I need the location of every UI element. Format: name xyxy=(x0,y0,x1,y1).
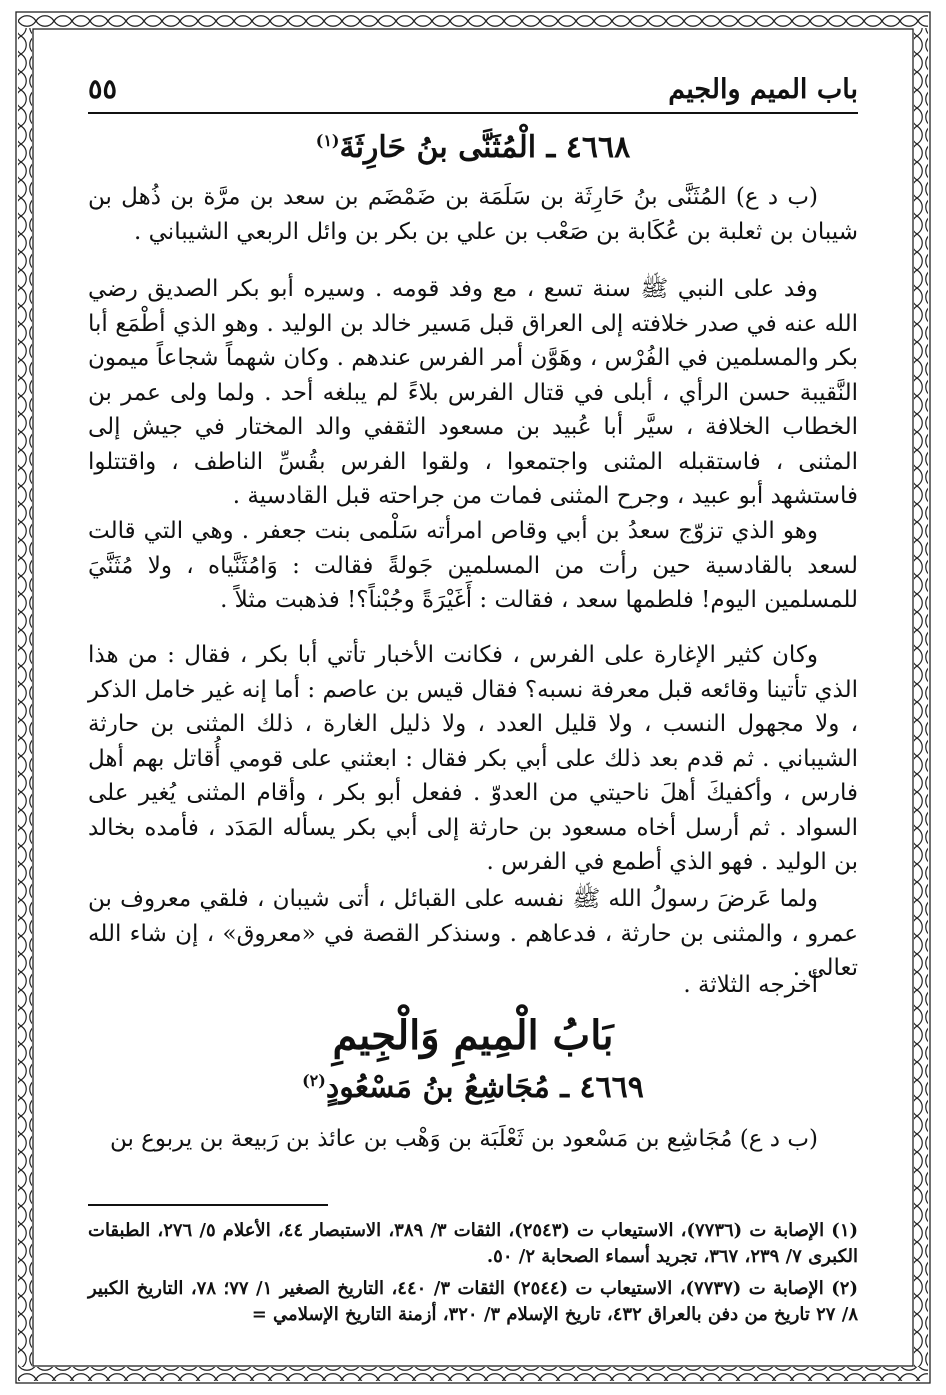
chapter-heading: بَابُ الْمِيمِ وَالْجِيمِ xyxy=(332,1012,614,1059)
page-number: ٥٥ xyxy=(88,74,118,105)
running-header-title: باب الميم والجيم xyxy=(668,74,858,105)
paragraph-sources: أخرجه الثلاثة . xyxy=(683,972,818,998)
footnote-ref-1: (١) xyxy=(315,131,340,150)
entry-heading-text: ٤٦٦٩ ـ مُجَاشِعُ بنُ مَسْعُودٍ xyxy=(325,1070,644,1105)
entry-heading-text: ٤٦٦٨ ـ الْمُثَنَّى بنُ حَارِثَةَ xyxy=(339,130,631,165)
paragraph-salma: وهو الذي تزوّج سعدُ بن أبي وقاص امرأته سَلْمى بنت جعفر . وهي التي قالت لسعد بالقادسية حين رأت من المسلمين جَولةً فقالت : وَامُثَنَّياه ، ولا مُثَنَّيَ للمسلمين اليوم! فلطمها سعد ، فقالت : أَغَيْرَةً وجُبْناً؟! فذهبت مثلاً . xyxy=(88,518,858,613)
footnote-separator xyxy=(88,1204,328,1206)
page-content xyxy=(88,68,858,1335)
paragraph-mujashi: (ب د ع) مُجَاشِع بن مَسْعود بن ثَعْلَبَة بن وَهْب بن عائذ بن رَبيعة بن يربوع بن xyxy=(109,1126,818,1152)
entry-heading-4669 xyxy=(88,1070,858,1105)
running-header xyxy=(88,68,858,114)
paragraph-biography: وفد على النبي ﷺ سنة تسع ، مع وفد قومه . وسيره أبو بكر الصديق رضي الله عنه في صدر خلافته إلى العراق قبل مَسير خالد بن الوليد . وهو الذي أطْمَع أبا بكر والمسلمين في الفُرْس ، وهَوَّن أمر الفرس عندهم . وكان شهماً شجاعاً ميمون النَّقيبة حسن الرأي ، أبلى في قتال الفرس بلاءً لم يبلغه أحد . ولما ولى عمر بن الخطاب الخلافة ، سيَّر أبا عُبيد بن مسعود الثقفي والد المختار في جيش إلى المثنى ، فاستقبله المثنى واجتمعوا ، ولقوا الفرس بقُسِّ الناطف ، واقتتلوا فاستشهد أبو عبيد ، وجرح المثنى فمات من جراحته قبل القادسية . xyxy=(88,276,858,509)
entry-heading-4668 xyxy=(88,130,858,165)
paragraph-raids: وكان كثير الإغارة على الفرس ، فكانت الأخبار تأتي أبا بكر ، فقال : من هذا الذي تأتينا وقائعه قبل معرفة نسبه؟ فقال قيس بن عاصم : أما إنه غير خامل الذكر ، ولا مجهول النسب ، ولا قليل العدد ، ولا ذليل الغارة ، ذلك المثنى بن حارثة الشيباني . ثم قدم بعد ذلك على أبي بكر فقال : ابعثني على قومي أُقاتل بهم أهل فارس ، وأكفيكَ أهلَ ناحيتي من العدوّ . ففعل أبو بكر ، وأقام المثنى يُغير على السواد . ثم أرسل أخاه مسعود بن حارثة إلى أبي بكر يسأله المَدَد ، فأمده بخالد بن الوليد . فهو الذي أطمع في الفرس . xyxy=(88,642,858,875)
paragraph-tribes: ولما عَرضَ رسولُ الله ﷺ نفسه على القبائل ، أتى شيبان ، فلقي معروف بن عمرو ، والمثنى بن حارثة ، فدعاهم . وسنذكر القصة في «معروق» ، إن شاء الله تعالى . xyxy=(88,886,858,981)
footnote-2: (٢) الإصابة ت (٧٧٣٧)، الاستيعاب ت (٢٥٤٤) الثقات ٣/ ٤٤٠، التاريخ الصغير ١/ ٧٧؛ ٧٨، التاريخ الكبير ٨/ ٢٧ تاريخ من دفن بالعراق ٤٣٢، تاريخ الإسلام ٣/ ٣٢٠، أزمنة التاريخ الإسلامي = xyxy=(88,1278,858,1325)
footnote-ref-2: (٢) xyxy=(302,1071,326,1090)
paragraph-lineage: (ب د ع) المُثَنَّى بنُ حَارِثَة بن سَلَمَة بن ضَمْضَم بن سعد بن مرَّة بن ذُهل بن شيبان بن ثعلبة بن عُكَابة بن صَعْب بن علي بن بكر بن وائل الربعي الشيباني . xyxy=(88,184,858,245)
footnote-1: (١) الإصابة ت (٧٧٣٦)، الاستيعاب ت (٢٥٤٣)، الثقات ٣/ ٣٨٩، الاستبصار ٤٤، الأعلام ٥/ ٢٧٦، الطبقات الكبرى ٧/ ٢٣٩، ٣٦٧، تجريد أسماء الصحابة ٢/ ٥٠. xyxy=(88,1220,859,1267)
